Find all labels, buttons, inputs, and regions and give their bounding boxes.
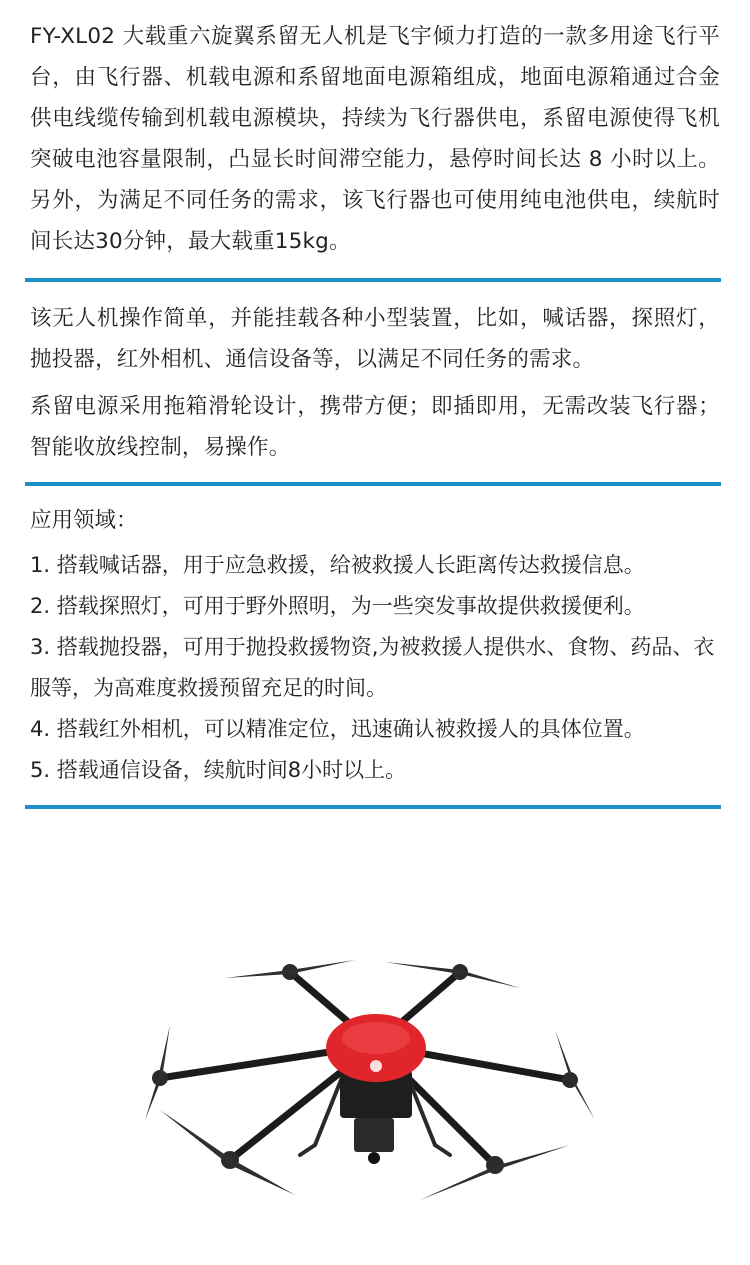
applications-section — [30, 486, 720, 805]
applications-heading: 应用领域： — [30, 508, 138, 533]
list-item: 5. 搭载通信设备，续航时间8小时以上。 — [30, 758, 407, 782]
list-item: 1. 搭载喊话器，用于应急救援，给被救援人长距离传达救援信息。 — [30, 553, 645, 577]
list-item: 3. 搭载抛投器，可用于抛投救援物资,为被救援人提供水、食物、药品、衣服等，为高难度救援预留充足的时间。 — [30, 635, 715, 700]
list-item: 2. 搭载探照灯，可用于野外照明，为一些突发事故提供救援便利。 — [30, 594, 645, 618]
features-paragraph-power: 系留电源采用拖箱滑轮设计，携带方便；即插即用，无需改装飞行器；智能收放线控制，易操作。 — [30, 394, 720, 460]
drone-illustration — [140, 930, 610, 1215]
article-content — [30, 0, 720, 809]
hexacopter-drone-photo — [140, 930, 610, 1215]
list-item: 4. 搭载红外相机，可以精准定位，迅速确认被救援人的具体位置。 — [30, 717, 645, 741]
intro-section — [30, 0, 720, 278]
features-section — [30, 282, 720, 482]
features-paragraph-operation: 该无人机操作简单，并能挂载各种小型装置，比如，喊话器，探照灯，抛投器，红外相机、通信设备等，以满足不同任务的需求。 — [30, 306, 720, 372]
intro-paragraph: FY-XL02 大载重六旋翼系留无人机是飞宇倾力打造的一款多用途飞行平台，由飞行器、机载电源和系留地面电源箱组成，地面电源箱通过合金供电线缆传输到机载电源模块，持续为飞行器供电，系留电源使得飞机突破电池容量限制，凸显长时间滞空能力，悬停时间长达 8 小时以上。另外，为满足不同任务的需求，该飞行器也可使用纯电池供电，续航时间长达30分钟，最大载重15kg。 — [30, 24, 720, 254]
section-divider — [25, 805, 721, 809]
